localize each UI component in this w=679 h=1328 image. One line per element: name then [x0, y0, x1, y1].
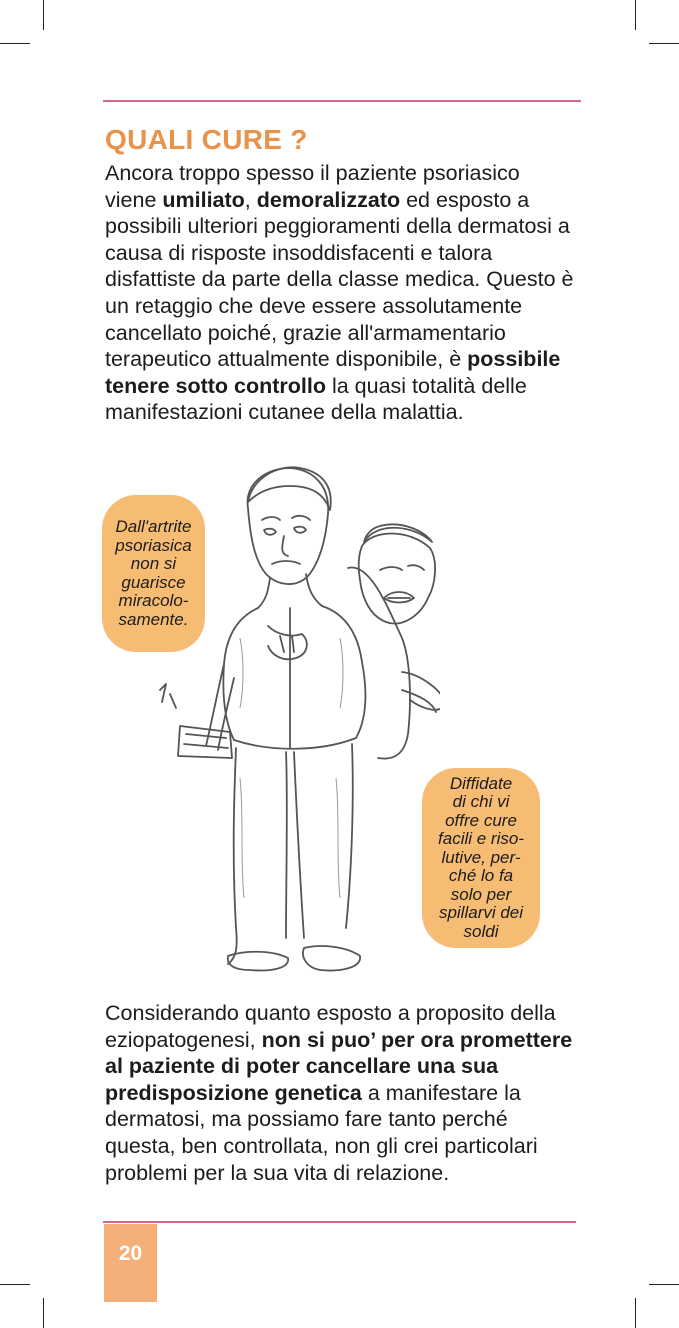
bubble-left-line: Dall'artrite [115, 517, 192, 536]
bubble-right-line: di chi vi [452, 792, 510, 812]
crop-mark-bottom-left-v [43, 1298, 44, 1328]
closing-text-1: Considerando quanto esposto a proposito della eziopatogenesi, [105, 1001, 556, 1052]
crop-mark-top-right-v [635, 0, 636, 30]
intro-text-4: la quasi totalità delle manifestazioni cutanee della malattia. [105, 373, 527, 425]
bubble-right-line: lutive, per- [441, 847, 521, 867]
bubble-left-line: non si [130, 554, 177, 573]
crop-mark-top-left-h [0, 43, 30, 44]
top-rule [103, 100, 581, 102]
intro-text-1: Ancora troppo spesso il paziente psoriasico viene [105, 161, 520, 212]
bubble-right-line: spillarvi dei [438, 903, 524, 923]
bubble-right-line: soldi [463, 921, 499, 941]
speech-bubble-left [102, 495, 205, 652]
page-number: 20 [104, 1224, 157, 1302]
intro-bold-3: possibile tenere sotto controllo [105, 347, 561, 398]
bubble-right-line: facili e riso- [438, 829, 524, 849]
bubble-right-line: Diffidate [449, 773, 513, 793]
bubble-right-line: ché lo fa [448, 866, 514, 886]
section-heading: QUALI CURE ? [105, 124, 308, 155]
bubble-right-line: solo per [450, 884, 512, 904]
crop-mark-top-right-h [649, 43, 679, 44]
intro-text-2: , [244, 187, 257, 212]
closing-paragraph [105, 1000, 575, 1186]
crop-mark-bottom-right-h [649, 1284, 679, 1285]
bubble-left-line: psoriasica [115, 535, 192, 555]
intro-bold-1: umiliato [162, 187, 245, 212]
bubble-left-line: miracolo- [118, 591, 189, 610]
intro-text-3: ed esposto a possibili ulteriori peggioramenti della dermatosi a causa di risposte insoddisfacenti e talora disfattiste da parte della classe medica. Questo è un retaggio che deve essere assolutamente cancellato poiché, grazie all'armamentario terapeutico attualmente disponibile, è [105, 187, 574, 372]
intro-bold-2: demoralizzato [256, 187, 401, 212]
bubble-right-line: offre cure [445, 810, 517, 830]
speech-bubble-right [422, 768, 540, 948]
closing-text-2: a manifestare la dermatosi, ma possiamo fare tanto perché questa, ben controllata, non gli crei particolari problemi per la sua vita di relazione. [105, 1080, 538, 1185]
bubble-left-line: guarisce [121, 572, 186, 592]
closing-bold-1: non si puo’ per ora promettere al paziente di poter cancellare una sua predisposizione genetica [105, 1027, 573, 1105]
crop-mark-top-left-v [43, 0, 44, 30]
bubble-left-line: samente. [118, 609, 189, 629]
crop-mark-bottom-left-h [0, 1284, 30, 1285]
bottom-rule [103, 1221, 576, 1223]
crop-mark-bottom-right-v [635, 1298, 636, 1328]
intro-paragraph [105, 160, 575, 426]
